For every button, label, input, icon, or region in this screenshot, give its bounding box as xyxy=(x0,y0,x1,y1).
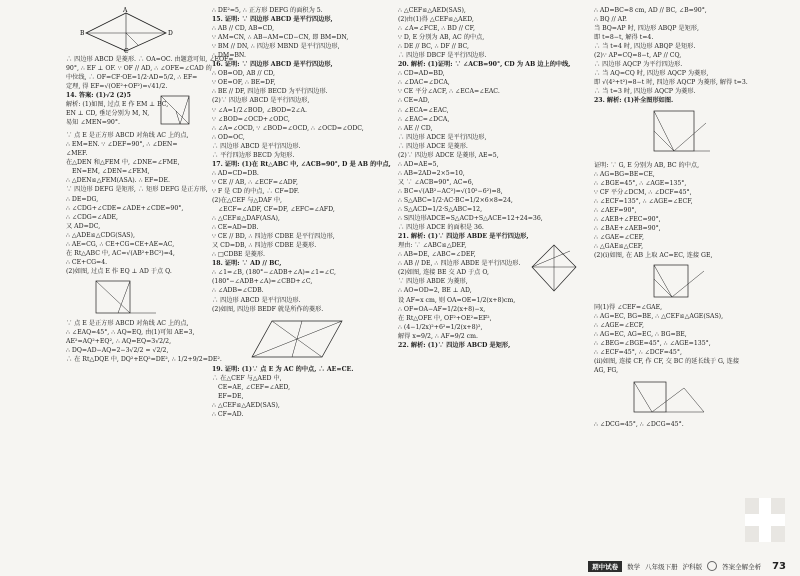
text-line: ∴ AO=OD=2, BE ⊥ AD, xyxy=(398,287,472,295)
text-line: ∴ 四边形 AQCP 为平行四边形. xyxy=(594,61,683,69)
text-line: ∵ F 是 CD 的中点, ∴ CF=DF. xyxy=(212,187,300,195)
text-line: ∴ DE=DG, xyxy=(66,195,99,203)
text-line: ∴ ∠BEG=∠BGE=45°, ∴ ∠AGE=135°, xyxy=(594,340,711,348)
text-line: ∴ 当 t=3 时, 四边形 AQCP 为菱形. xyxy=(594,88,696,96)
text-line: AE²=AQ²+EQ², ∴ AQ=EQ=3√2/2, xyxy=(66,338,172,346)
text-line: ∴ AB // DE, ∴ 四边形 ABDE 是平行四边形. xyxy=(398,260,521,268)
text-line: ∴ △CEF≌△DAF(ASA), xyxy=(212,215,280,223)
text-line: ∴ △CEF≌△AED(SAS), xyxy=(398,7,466,14)
text-line: ∴ AE=CG, ∴ CE+CG=CE+AE=AC, xyxy=(66,240,175,248)
text-line: ∴ (4−1/2x)²+6²=1/2(x+8)², xyxy=(398,323,483,331)
figure-13-rhombus xyxy=(66,7,186,53)
text-line: (2)由(1)得 △CEF≌△AED, xyxy=(398,16,474,24)
text-line: ∴ ∠GAE=∠CEF, xyxy=(594,233,644,241)
text-line: 在△DEN 和△FEM 中, ∠DNE=∠FME, xyxy=(66,159,180,167)
text-line: ∴ ∠BGE=45°, ∴ ∠AGE=135°, xyxy=(594,179,687,187)
text-line: ∵ CF 平分∠DCM, ∴ ∠DCF=45°, xyxy=(594,188,692,196)
text-line: ∴ ∠CDG=∠ADE, xyxy=(66,213,119,221)
text-line: 当 BQ=AP 时, 四边形 ABQP 是矩形, xyxy=(594,25,699,33)
text-line: ∴ CE=AD=DB. xyxy=(212,224,259,232)
question-heading: 19. 证明: (1)∵ 点 E 为 AC 的中点, ∴ AE=CE. xyxy=(212,365,354,373)
fig-label: C xyxy=(124,48,129,55)
text-line: ∴ CD=AD=BD, xyxy=(398,70,445,78)
text-line: ∴ ∠EAC=∠DCA, xyxy=(398,115,450,123)
text-line: ∴ OB=OD, AB // CD, xyxy=(212,70,276,78)
text-line: ∴ AE // CD, xyxy=(398,124,433,132)
text-line: ∵ 四边形 ABDE 为菱形, xyxy=(398,278,468,286)
text-line: ∴ AG=EC, AG=EC, ∴ BG=BE, xyxy=(594,331,687,339)
text-line: ∴ 在△CEF 与△AED 中, xyxy=(212,374,282,382)
text-line: ∵ OE=OF, ∴ BE=DF, xyxy=(212,79,276,87)
text-line: ∴ OD=OC, xyxy=(212,133,245,141)
text-line: ∴ 四边形 ADCE 是菱形. xyxy=(398,142,468,150)
text-line: ∵ 点 E 是正方形 ABCD 对角线 AC 上的点, xyxy=(66,319,189,327)
text-line: ∴ CF=AD. xyxy=(212,410,244,418)
text-line: (2)如图, 过点 E 作 EQ ⊥ AD 于点 Q. xyxy=(66,267,172,275)
question-heading: 21. 解析: (1)∵ 四边形 ABDE 是平行四边形, xyxy=(398,233,529,241)
text-line: ∴ CE=AD, xyxy=(398,97,430,105)
question-heading: 18. 证明: ∵ AD // BC, xyxy=(212,260,282,268)
text-line: ∵ CE 平分∠ACF, ∴ ∠ECA=∠EAC. xyxy=(398,88,500,96)
text-line: ∵ 四边形 DEFG 是矩形, ∴ 矩形 DEFG 是正方形, xyxy=(66,186,208,194)
text-line: ∴ △CEF≌△AED(SAS), xyxy=(212,401,280,409)
text-line: ∴ ∠AEB+∠FEC=90°, xyxy=(594,215,661,223)
text-line: EF=DE, xyxy=(218,392,244,400)
text-line: 理由: ∵ ∠ABC≌△DEF, xyxy=(398,242,467,250)
text-line: ∴ BC=√(AB²−AC²)=√(10²−6²)=8, xyxy=(398,187,503,195)
page-footer xyxy=(588,559,786,573)
text-line: ∴ OF=OA−AF=1/2(x+8)−x, xyxy=(398,305,486,313)
question-heading: 15. 证明: ∵ 四边形 ABCD 是平行四边形, xyxy=(212,16,333,24)
text-line: ∠ECF=∠ADF, CF=DF, ∠EFC=∠AFD, xyxy=(218,206,335,214)
question-heading: 23. 解析: (1)补全图形如图. xyxy=(594,97,674,105)
figure-14-square xyxy=(156,91,196,131)
text-line: ∴ DQ=AD−AQ=2−3√2/2 = √2/2, xyxy=(66,347,169,355)
text-line: ∵ CE // BD, ∴ 四边形 CDBE 是平行四边形, xyxy=(212,233,335,241)
figure-18-parallelogram xyxy=(212,315,382,363)
footer-brand: 期中试卷 xyxy=(588,561,622,572)
text-line: ∴ DE // BC, ∴ DF // BC, xyxy=(398,43,469,51)
footer-grade: 八年级下册 xyxy=(645,562,678,571)
text-line: (ii)如图, 连接 CF, 作 CF, 交 BC 的延长线于 G, 连接 xyxy=(594,358,740,366)
text-line: ∵ AM=CN, ∴ AB−AM=CD−CN, 即 BM=DN, xyxy=(212,34,349,42)
text-line: ∴ ∠ADB=∠CDB. xyxy=(212,287,264,295)
text-line: ∴ AG=EC, BG=BE, ∴ △CEF≌△AGE(SAS), xyxy=(594,313,724,321)
text-line: 在 Rt△ABC 中, AC=√(AB²+BC²)=4, xyxy=(66,249,175,257)
fig-label: D xyxy=(168,30,173,37)
text-line: 同(1)得 ∠CEF=∠GAE, xyxy=(594,304,663,312)
text-line: (2)(i)如图, 在 AB 上取 AC=EC, 连接 GE, xyxy=(594,251,713,259)
text-line: 解得 x=9/2, ∴ AF=9/2 cm. xyxy=(398,332,478,340)
text-line: (2)∵ 四边形 ADCE 是菱形, AE=5, xyxy=(398,151,499,159)
column-4 xyxy=(594,6,782,554)
text-line: CE=AE, ∠CEF=∠AED, xyxy=(218,383,291,391)
text-line: 又 CD=DB, ∴ 四边形 CDBE 是菱形. xyxy=(212,242,317,250)
text-line: ∴ 四边形 ABCD 是平行四边形. xyxy=(212,142,301,150)
question-heading: 20. 解析: (1)证明: ∵ ∠ACB=90°, CD 为 AB 边上的中线, xyxy=(398,61,571,69)
text-line: (2)∵ 四边形 ABCD 是平行四边形, xyxy=(212,97,310,105)
text-line: ∴ 平行四边形 BECD 为矩形. xyxy=(212,151,295,159)
text-line: ∵ 点 E 是正方形 ABCD 对角线 AC 上的点, xyxy=(66,132,189,140)
text-line: ∴ S△ACD=1/2·S△ABC=12, xyxy=(398,206,483,214)
fig-label: B xyxy=(80,30,85,37)
text-line: ∴ ∠AGE=∠ECF, xyxy=(594,322,644,330)
text-line: ∠MEF. xyxy=(66,150,88,158)
column-3 xyxy=(398,6,584,554)
text-line: ∴ ∠AEF=90°, xyxy=(594,206,637,214)
text-line: ∴ S四边形ADCE=S△ACD+S△ACE=12+24=36, xyxy=(398,215,543,223)
question-heading: 16. 证明: ∵ 四边形 ABCD 是平行四边形, xyxy=(212,61,333,69)
text-line: ∴ ∠DCG=45°, ∴ ∠DCG=45°. xyxy=(594,421,684,429)
text-line: AG, FG, xyxy=(594,367,619,375)
text-line: ∴ □CDBE 是菱形. xyxy=(212,251,266,259)
text-line: ∴ AG=BG=BE=CE, xyxy=(594,170,655,178)
text-line: 中位线, ∴ OF=CF·OE=1/2·AD=5/2, ∴ EF= xyxy=(66,74,198,82)
text-line: EN=EM, ∠DEN=∠FEM, xyxy=(72,168,150,176)
column-2 xyxy=(212,6,390,554)
text-line: ∴ 当 t=4 时, 四边形 ABQP 是矩形. xyxy=(594,43,696,51)
footer-subject: 数学 xyxy=(627,562,641,571)
question-heading: 14. 答案: (1)√2 (2)5 xyxy=(66,92,131,100)
text-line: ∴ ∠ECF=45°, ∴ ∠DCF=45°, xyxy=(594,349,682,357)
text-line: ∴ ∠CDG+∠CDE=∠ADE+∠CDE=90°, xyxy=(66,204,184,212)
text-line: ∵ CE // AB, ∴ ∠ECF=∠ADF, xyxy=(212,178,298,186)
text-line: ∴ ∠BAE+∠AEB=90°, xyxy=(594,224,661,232)
text-line: EN ⊥ CD, 垂足分别为 M, N, xyxy=(66,110,150,118)
figure-23-square-c xyxy=(594,376,744,418)
text-line: ∴ 四边形 ADCE 是平行四边形, xyxy=(398,133,487,141)
text-line: ∴ 四边形 ABCD 是平行四边形. xyxy=(212,296,301,304)
text-line: ∵ D, E 分别为 AB, AC 的中点, xyxy=(398,34,485,42)
text-line: ∴ △DEN≌△FEM(ASA). ∴ EF=DE. xyxy=(66,177,170,185)
text-line: ∵ ∠A=1/2∠BOD, ∠BOD=2∠A. xyxy=(212,106,307,114)
text-line: ∴ BE // DF, 四边形 BECD 为平行四边形. xyxy=(212,88,328,96)
text-line: ∴ ∠EAQ=45°, ∴ AQ=EQ, 由(1)可知 AE=3, xyxy=(66,328,195,336)
text-line: ∴ 在 Rt△DQE 中, DQ²+EQ²=DE², ∴ 1/2+9/2=DE². xyxy=(66,356,222,364)
text-line: (2)如图, 四边形 BEDF 就是所作的菱形. xyxy=(212,305,324,313)
question-heading: 17. 证明: (1)在 Rt△ABC 中, ∠ACB=90°, D 是 AB 的中点, xyxy=(212,160,391,168)
crop-mark-decoration xyxy=(745,498,785,542)
footer-edition: 沪科版 xyxy=(682,562,703,571)
text-line: ∴ 四边形 ADCE 的面积是 36. xyxy=(398,224,484,232)
text-line: (180°−∠ADB+∠A)=∠CBD+∠C, xyxy=(212,278,313,286)
figure-21-rhombus xyxy=(526,241,582,295)
text-line: 又 AD=DC, xyxy=(66,222,101,230)
text-line: ∴ 当 AQ=CQ 时, 四边形 AQCP 为菱形, xyxy=(594,70,709,78)
figure-23-square-b xyxy=(594,261,774,301)
page-number: 73 xyxy=(772,560,786,572)
text-line: 证明: ∵ G, E 分别为 AB, BC 的中点, xyxy=(594,161,700,169)
text-line: ∴ △ADE≌△CDG(SAS), xyxy=(66,231,135,239)
text-line: 定理, 得 EF=√(OE²+OF²)=√41/2. xyxy=(66,83,168,91)
text-line: ∴ DE²=5, ∴ 正方形 DEFG 的面积为 5. xyxy=(212,7,323,14)
figure-23-square-a xyxy=(594,107,774,159)
text-line: ∴ AB=2AD=2×5=10, xyxy=(398,169,465,177)
text-line: 易知 ∠MEN=90°. xyxy=(66,119,120,127)
question-heading: 22. 解析: (1)∵ 四边形 ABCD 是矩形, xyxy=(398,341,511,349)
text-line: ∴ DM=BN. xyxy=(212,52,246,60)
footer-answer-tag: 答案全解全析 xyxy=(722,562,762,571)
fig-label: A xyxy=(123,7,128,14)
text-line: ∴ AB=DE, ∠ABC=∠DEF, xyxy=(398,251,476,259)
text-line: ∴ ∠DAC=∠DCA, xyxy=(398,79,450,87)
text-line: ∵ BM // DN, ∴ 四边形 MBND 是平行四边形, xyxy=(212,43,340,51)
text-line: ∴ △GAE≌△CEF, xyxy=(594,242,644,250)
text-line: ∴ ∠ECA=∠EAC, xyxy=(398,106,449,114)
text-line: 即 √(4²+t²)=8−t 时, 四边形 AQCP 为菱形, 解得 t=3. xyxy=(594,79,748,87)
text-line: 又 ∵ ∠ACB=90°, AC=6, xyxy=(398,178,474,186)
text-line: ∴ 四边形 DBCF 是平行四边形. xyxy=(398,52,487,60)
text-line: ∴ 四边形 ABCD 是菱形. ∴ OA=OC. 由题意可知, ∠EOF= xyxy=(66,56,234,63)
text-line: ∵ ∠BOD=∠OCD+∠ODC, xyxy=(212,115,290,123)
text-line: ∴ ∠1=∠B, (180°−∠ADB+∠A)=∠1=∠C, xyxy=(212,269,336,277)
text-line: ∴ AB // CD, AB=CD, xyxy=(212,25,275,33)
circle-icon xyxy=(707,561,717,571)
text-line: ∴ ∠A=∠FCE, ∴ BD // CF, xyxy=(398,25,475,33)
text-line: 90°, ∴ EF ⊥ OF. ∵ OF // AD, ∴ ∠OFE=∠CAD 的 xyxy=(66,65,212,73)
figure-14-part2 xyxy=(66,277,186,317)
text-line: ∴ AD=CD=DB. xyxy=(212,169,259,177)
text-line: ∴ EM=EN. ∵ ∠DEF=90°, ∴ ∠DEN= xyxy=(66,141,178,149)
text-line: ∴ S△ABC=1/2·AC·BC=1/2×6×8=24, xyxy=(398,196,513,204)
text-line: (2)在△CEF 与△DAF 中, xyxy=(212,196,283,204)
text-line: 在 Rt△OFE 中, OF²+OE²=EF², xyxy=(398,314,492,322)
text-line: ∴ BQ // AP. xyxy=(594,16,627,24)
text-line: ∴ AD=BC=8 cm, AD // BC, ∠B=90°, xyxy=(594,7,707,14)
text-line: 设 AF=x cm, 则 OA=OE=1/2(x+8)cm, xyxy=(398,296,516,304)
text-line: ∴ AD=AE=5, xyxy=(398,160,439,168)
text-line: ∴ CE+CG=4. xyxy=(66,258,108,266)
text-line: ∴ ∠ECF=135°, ∴ ∠AGE=∠ECF, xyxy=(594,197,693,205)
text-line: 即 t=8−t, 解得 t=4. xyxy=(594,34,654,42)
text-line: ∴ ∠A=∠OCD, ∵ ∠BOD=∠OCD, ∴ ∠OCD=∠ODC, xyxy=(212,124,364,132)
text-line: (2)如图, 连接 BE 交 AD 于点 O, xyxy=(398,269,490,277)
text-line: (2)∵ AP=CQ=8−t, AP // CQ, xyxy=(594,52,682,60)
text-line: 解析: (1)如图, 过点 E 作 EM ⊥ BC, xyxy=(66,101,169,109)
